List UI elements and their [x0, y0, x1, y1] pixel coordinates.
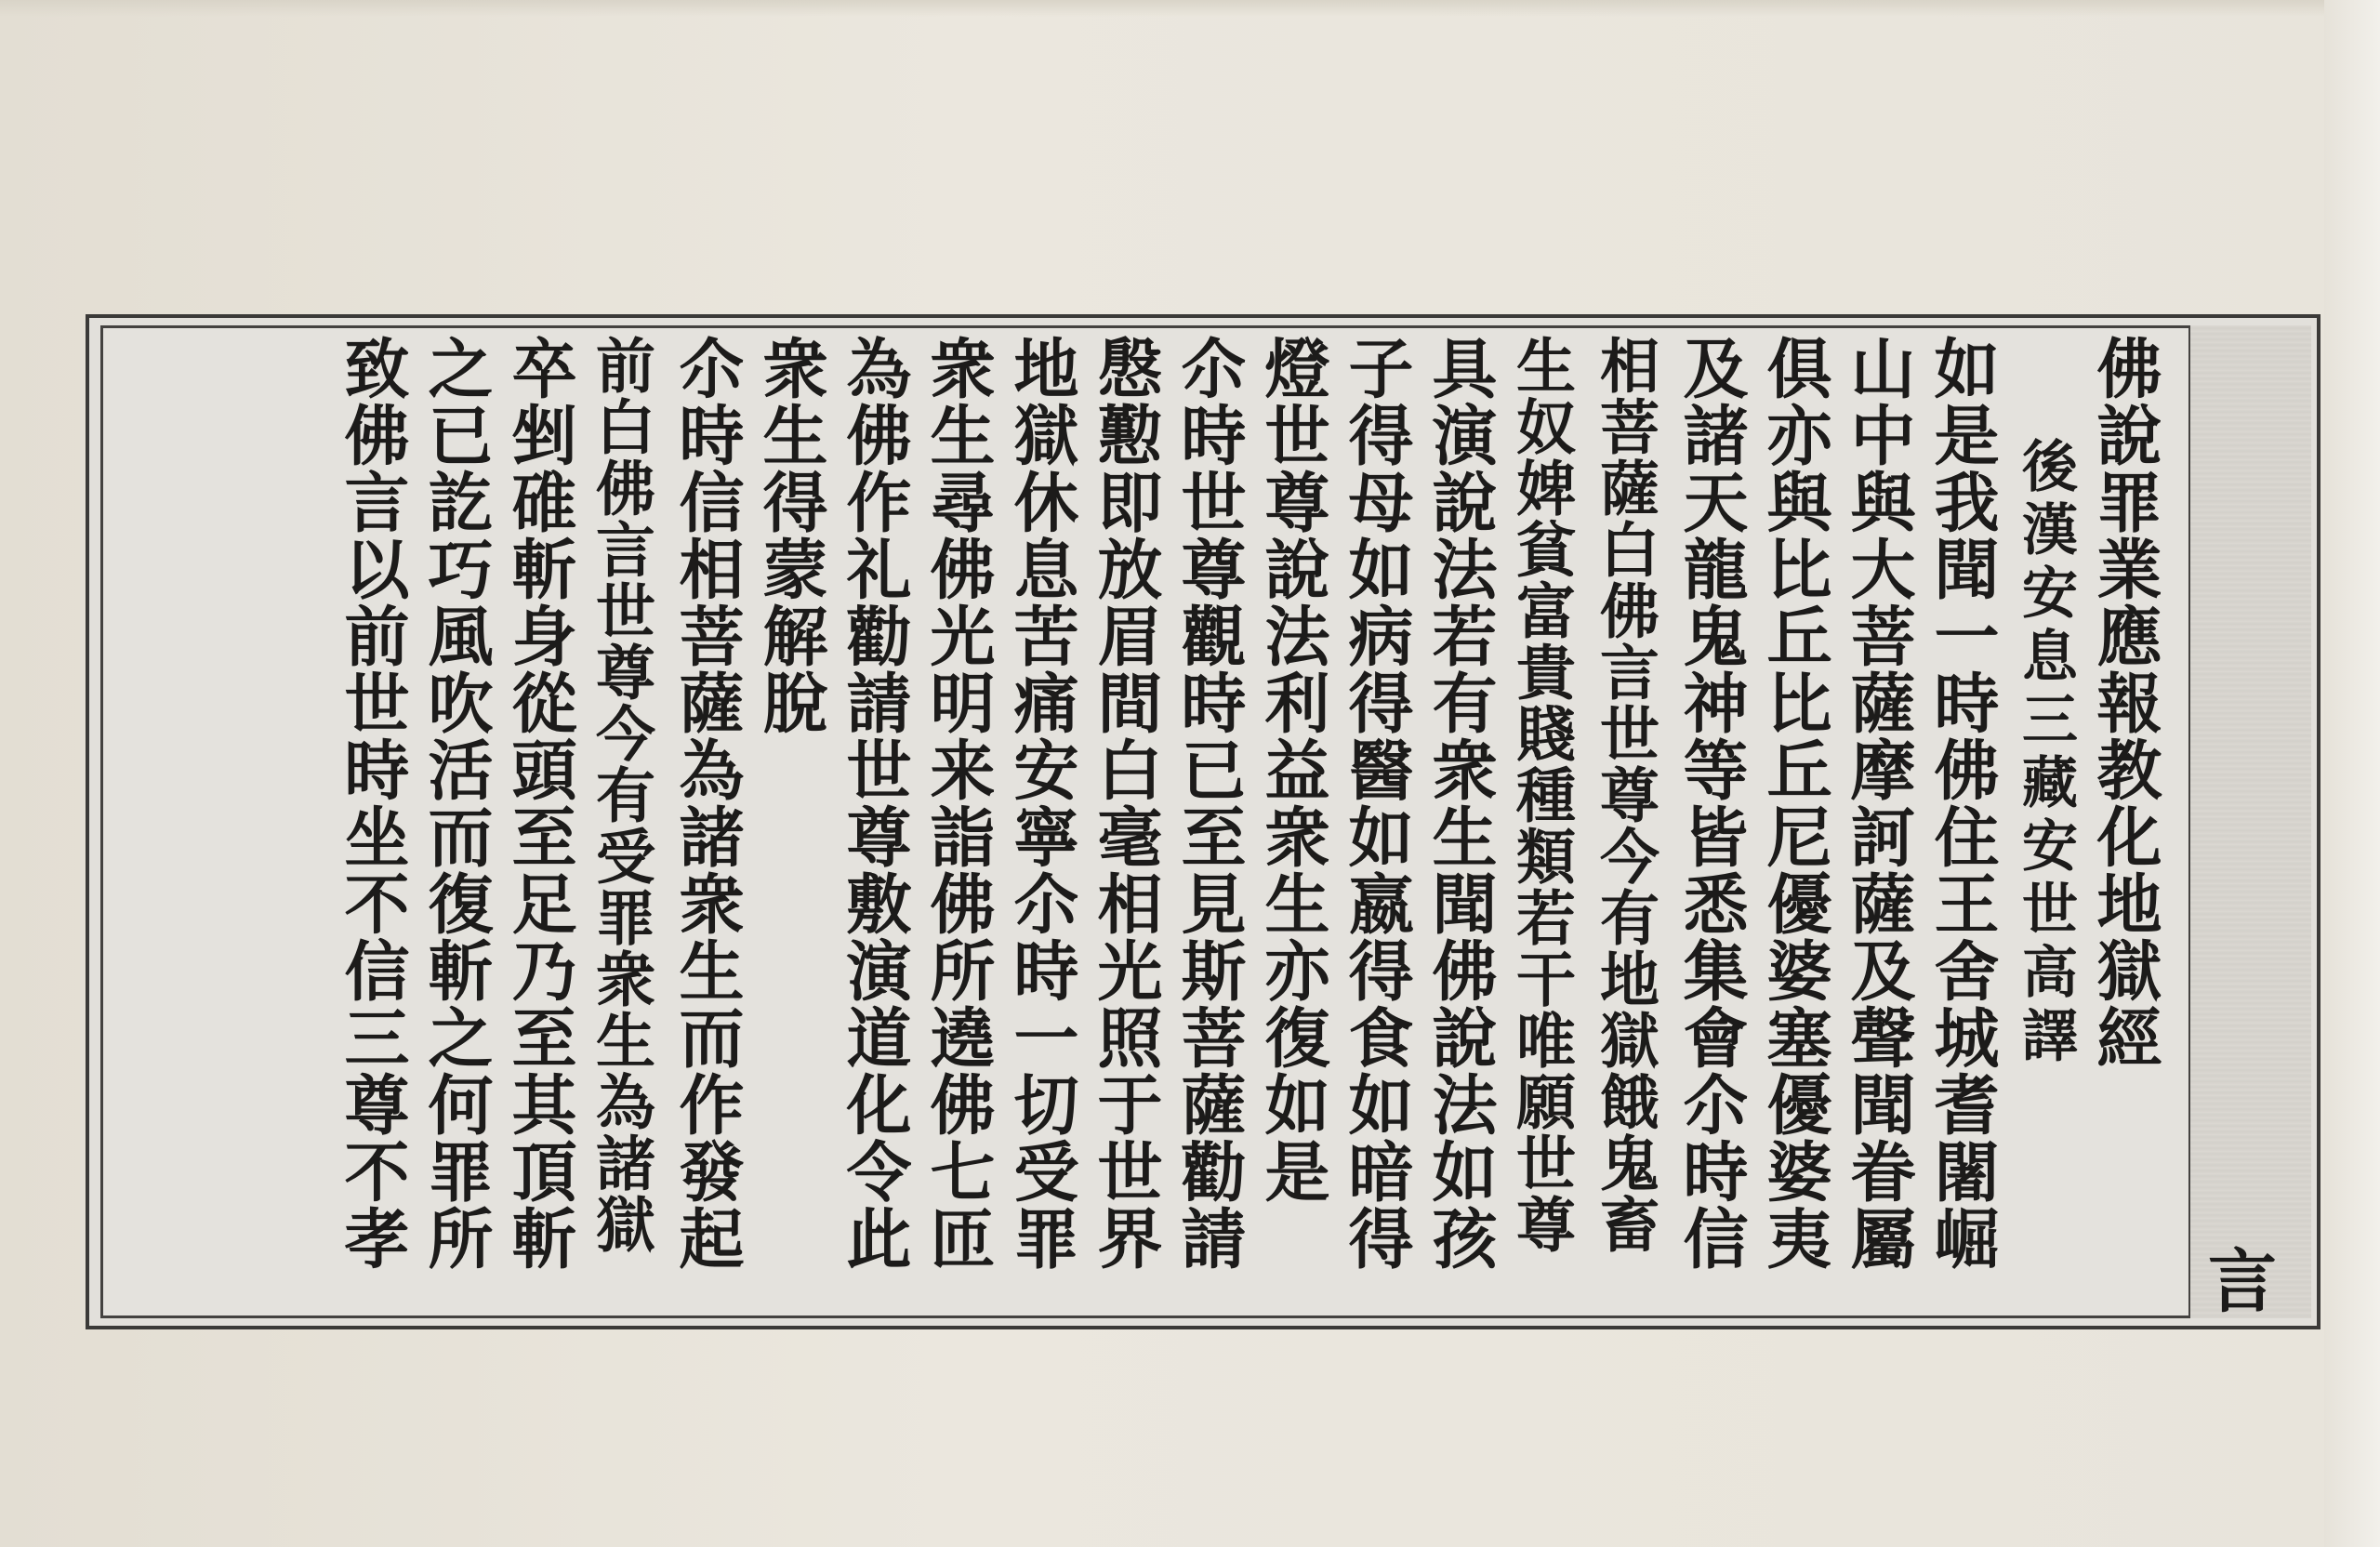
text-column-9: 燈世尊說法利益衆生亦復如是: [1254, 335, 1331, 1205]
sutra-title: 佛說罪業應報教化地獄經: [2086, 335, 2163, 1071]
text-column-15: 衆生得蒙解脫: [752, 335, 829, 736]
text-column-18: 卒剉碓斬身從頭至足乃至其頂斬: [501, 335, 578, 1272]
page-edge: [2324, 0, 2380, 1547]
margin-band: [2190, 325, 2311, 1318]
text-column-4: 及諸天龍鬼神等皆悉集會尒時信: [1673, 335, 1750, 1272]
text-column-6: 生奴婢貧富貴賤種類若干唯願世尊: [1506, 335, 1576, 1255]
text-column-8: 子得母如病得醫如嬴得食如暗得: [1338, 335, 1415, 1272]
text-column-14: 為佛作礼勸請世尊敷演道化令此: [836, 335, 913, 1272]
text-column-10: 尒時世尊觀時已至見斯菩薩勸請: [1170, 335, 1248, 1272]
text-column-7: 具演說法若有衆生聞佛說法如孩: [1421, 335, 1499, 1272]
text-column-20: 致佛言以前世時坐不信三尊不孝: [334, 335, 411, 1272]
text-column-17: 前白佛言世尊今有受罪衆生為諸獄: [586, 335, 655, 1255]
text-column-3: 俱亦與比丘比丘尼優婆塞優婆夷: [1756, 335, 1833, 1272]
margin-mark: 言: [2208, 1242, 2277, 1322]
sutra-text-block: [158, 335, 2163, 1311]
text-column-5: 相菩薩白佛言世尊今有地獄餓鬼畜: [1590, 335, 1659, 1255]
text-column-13: 衆生尋佛光明来詣佛所遶佛七匝: [919, 335, 997, 1272]
text-column-16: 尒時信相菩薩為諸衆生而作發起: [668, 335, 746, 1272]
text-column-19: 之已訖巧風吹活而復斬之何罪所: [417, 335, 495, 1272]
translator-line: 後漢安息三藏安世高譯: [2013, 437, 2078, 1069]
page-shadow: [0, 0, 2380, 17]
text-column-1: 如是我聞一時佛住王舍城耆闍崛: [1924, 335, 2001, 1272]
text-column-12: 地獄休息苦痛安寧尒時一切受罪: [1003, 335, 1080, 1272]
text-column-2: 山中與大菩薩摩訶薩及聲聞眷屬: [1840, 335, 1917, 1272]
text-column-11: 慇懃即放眉間白毫相光照于世界: [1087, 335, 1164, 1272]
